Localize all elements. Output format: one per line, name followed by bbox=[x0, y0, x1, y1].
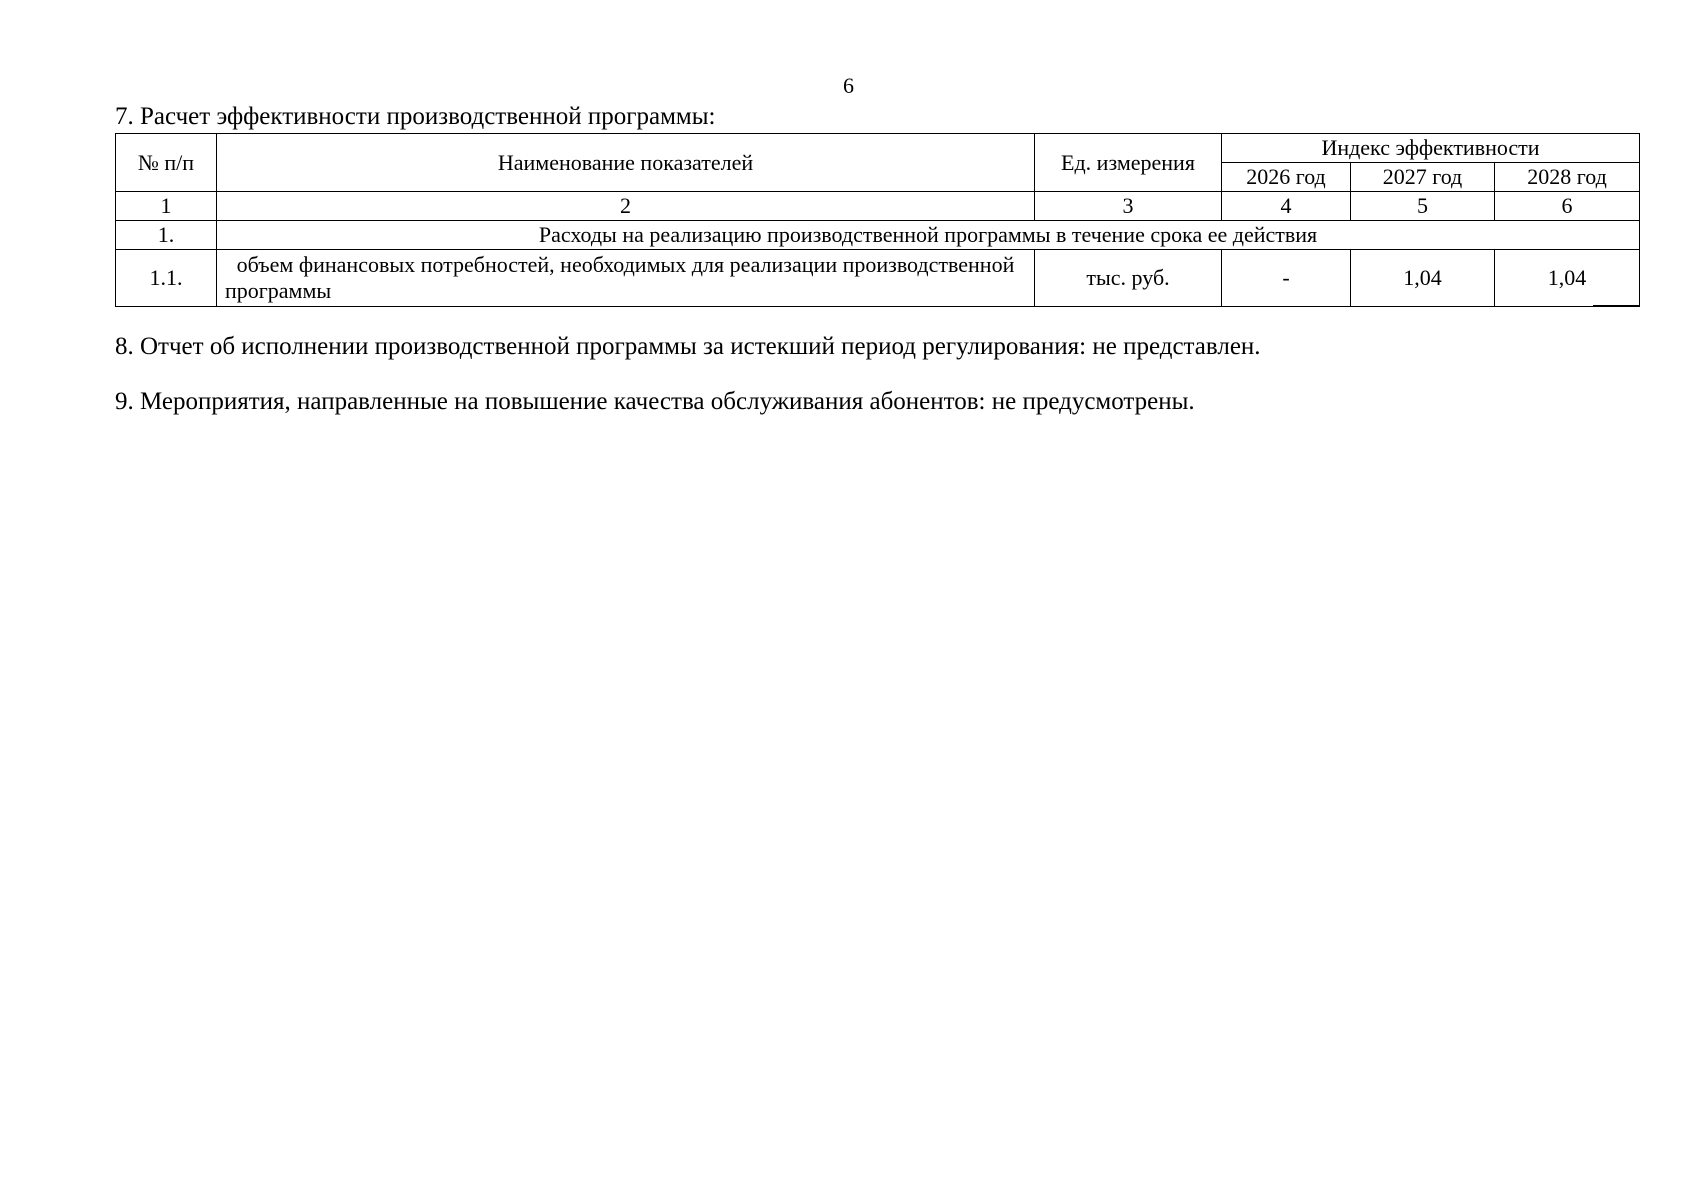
item-value-2027: 1,04 bbox=[1351, 250, 1495, 307]
column-number: 3 bbox=[1035, 192, 1222, 221]
table-corner-rule bbox=[1593, 305, 1639, 306]
section-7-heading: 7. Расчет эффективности производственной программы: bbox=[115, 103, 716, 130]
item-value-2026: - bbox=[1222, 250, 1351, 307]
item-num: 1.1. bbox=[116, 250, 217, 307]
item-value-2028: 1,04 bbox=[1495, 250, 1640, 307]
column-number: 2 bbox=[217, 192, 1035, 221]
header-year-2028: 2028 год bbox=[1495, 163, 1640, 192]
efficiency-table-container bbox=[115, 133, 1639, 307]
column-numbers-row bbox=[116, 192, 1640, 221]
section-row-num: 1. bbox=[116, 221, 217, 250]
column-number: 5 bbox=[1351, 192, 1495, 221]
section-row-text: Расходы на реализацию производственной программы в течение срока ее действия bbox=[217, 221, 1640, 250]
column-number: 6 bbox=[1495, 192, 1640, 221]
page-number: 6 bbox=[843, 73, 854, 98]
item-name: объем финансовых потребностей, необходимых для реализации производственной программы bbox=[217, 250, 1035, 307]
header-year-2026: 2026 год bbox=[1222, 163, 1351, 192]
header-index-group: Индекс эффективности bbox=[1222, 134, 1640, 163]
header-unit: Ед. измерения bbox=[1035, 134, 1222, 192]
column-number: 1 bbox=[116, 192, 217, 221]
header-name: Наименование показателей bbox=[217, 134, 1035, 192]
header-num: № п/п bbox=[116, 134, 217, 192]
column-number: 4 bbox=[1222, 192, 1351, 221]
item-unit: тыс. руб. bbox=[1035, 250, 1222, 307]
table-header-row bbox=[116, 134, 1640, 163]
section-8-text: 8. Отчет об исполнении производственной программы за истекший период регулирования: не представлен. bbox=[115, 333, 1261, 360]
table-row bbox=[116, 250, 1640, 307]
section-9-text: 9. Мероприятия, направленные на повышение качества обслуживания абонентов: не предусмотрены. bbox=[115, 388, 1195, 415]
header-year-2027: 2027 год bbox=[1351, 163, 1495, 192]
efficiency-table bbox=[115, 133, 1640, 307]
section-row bbox=[116, 221, 1640, 250]
